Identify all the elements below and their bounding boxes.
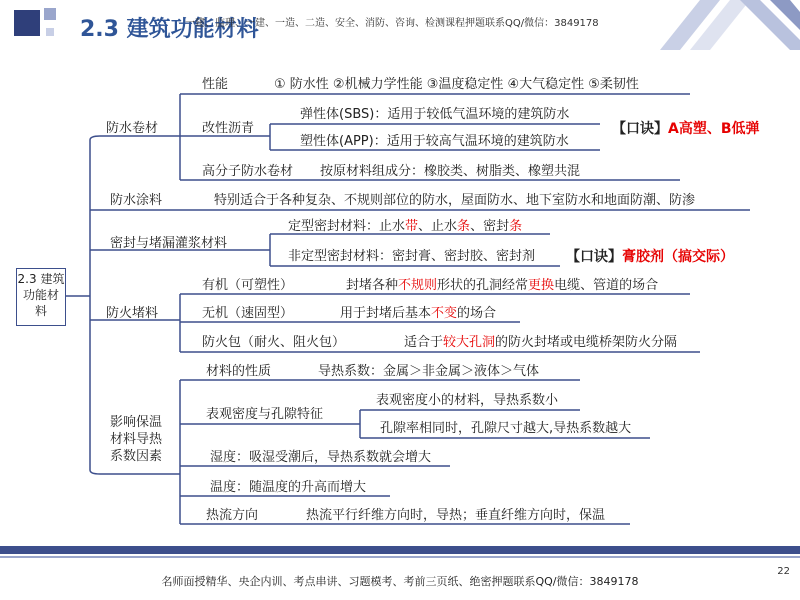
node-heat-flow: 热流方向 [206, 508, 259, 523]
footer-bar [0, 546, 800, 554]
organic-b: 不规则 [398, 278, 438, 293]
shaped-seal-d: 条 [457, 219, 471, 234]
shaped-seal-b: 带 [405, 219, 419, 234]
node-density: 表观密度与孔隙特征 [206, 407, 324, 422]
mnemonic-seal-value: 膏胶剂（搞交际） [622, 249, 734, 265]
shaped-seal-f: 条 [509, 219, 523, 234]
fire-bag-a: 适合于 [404, 335, 444, 350]
sbs-text: 弹性体(SBS)：适用于较低气温环境的建筑防水 [300, 107, 570, 122]
node-insulation: 影响保温 材料导热 系数因素 [110, 415, 163, 464]
footer-bar-thin [0, 556, 800, 558]
organic-c: 形状的孔洞经常 [437, 278, 529, 293]
heat-flow-text: 热流平行纤维方向时，导热；垂直纤维方向时，保温 [306, 508, 606, 523]
page-title: 2.3 建筑功能材料 [80, 17, 259, 42]
node-humidity: 湿度：吸湿受潮后，导热系数就会增大 [210, 450, 432, 465]
mnemonic-roll [612, 118, 760, 138]
root-node: 2.3 建筑 功能材 料 [16, 268, 66, 326]
shaped-seal-e: 、密封 [470, 219, 510, 234]
node-polymer-roll: 高分子防水卷材 [202, 164, 294, 179]
shaped-seal-c: 、止水 [418, 219, 458, 234]
fire-bag-b: 较大孔洞 [443, 335, 496, 350]
organic-e: 电缆、管道的场合 [554, 278, 659, 293]
performance-text: ① 防水性 ②机械力学性能 ③温度稳定性 ④大气稳定性 ⑤柔韧性 [274, 77, 639, 92]
coating-text: 特别适合于各种复杂、不规则部位的防水，屋面防水、地下室防水和地面防潮、防渗 [214, 193, 696, 208]
mnemonic-seal [566, 246, 734, 266]
organic-text [346, 274, 658, 293]
node-sealing: 密封与堵漏灌浆材料 [110, 236, 228, 251]
density-text-1: 表观密度小的材料，导热系数小 [376, 393, 559, 408]
material-nature-text: 导热系数：金属＞非金属＞液体＞气体 [318, 364, 540, 379]
node-organic: 有机（可塑性） [202, 278, 294, 293]
inorganic-a: 用于封堵后基本 [340, 306, 432, 321]
inorganic-b: 不变 [431, 306, 458, 321]
app-text: 塑性体(APP)：适用于较高气温环境的建筑防水 [300, 134, 569, 149]
inorganic-text [340, 302, 496, 321]
shaped-seal-a: 定型密封材料：止水 [288, 219, 406, 234]
page-number: 22 [777, 566, 790, 577]
top-note: 一建、监理、一建、一造、二造、安全、消防、咨询、检测课程押题联系QQ/微信：3849178 [185, 18, 599, 29]
fire-bag-c: 的防火封堵或电缆桥架防火分隔 [495, 335, 678, 350]
polymer-text: 按原材料组成分：橡胶类、树脂类、橡塑共混 [320, 164, 581, 179]
node-inorganic: 无机（速固型） [202, 306, 294, 321]
footer-text: 名师面授精华、央企内训、考点串讲、习题模考、考前三页纸、绝密押题联系QQ/微信：3849178 [161, 575, 639, 588]
node-waterproof-coating: 防水涂料 [110, 193, 163, 208]
node-fireproof: 防火堵料 [106, 306, 159, 321]
organic-a: 封堵各种 [346, 278, 399, 293]
organic-d: 更换 [528, 278, 555, 293]
mnemonic-roll-key: 【口诀】 [612, 121, 668, 137]
node-fire-bag: 防火包（耐火、阻火包） [202, 335, 346, 350]
shaped-seal-text [288, 215, 522, 234]
fire-bag-text [404, 331, 677, 350]
unshaped-seal-text: 非定型密封材料：密封膏、密封胶、密封剂 [288, 249, 536, 264]
node-performance: 性能 [202, 77, 229, 92]
node-waterproof-roll: 防水卷材 [106, 121, 159, 136]
node-material-nature: 材料的性质 [206, 364, 272, 379]
inorganic-c: 的场合 [457, 306, 497, 321]
density-text-2: 孔隙率相同时，孔隙尺寸越大,导热系数越大 [380, 421, 632, 436]
node-temperature: 温度：随温度的升高而增大 [210, 480, 367, 495]
node-modified-asphalt: 改性沥青 [202, 121, 255, 136]
mnemonic-roll-value: A高塑、B低弹 [668, 121, 760, 137]
mnemonic-seal-key: 【口诀】 [566, 249, 622, 265]
